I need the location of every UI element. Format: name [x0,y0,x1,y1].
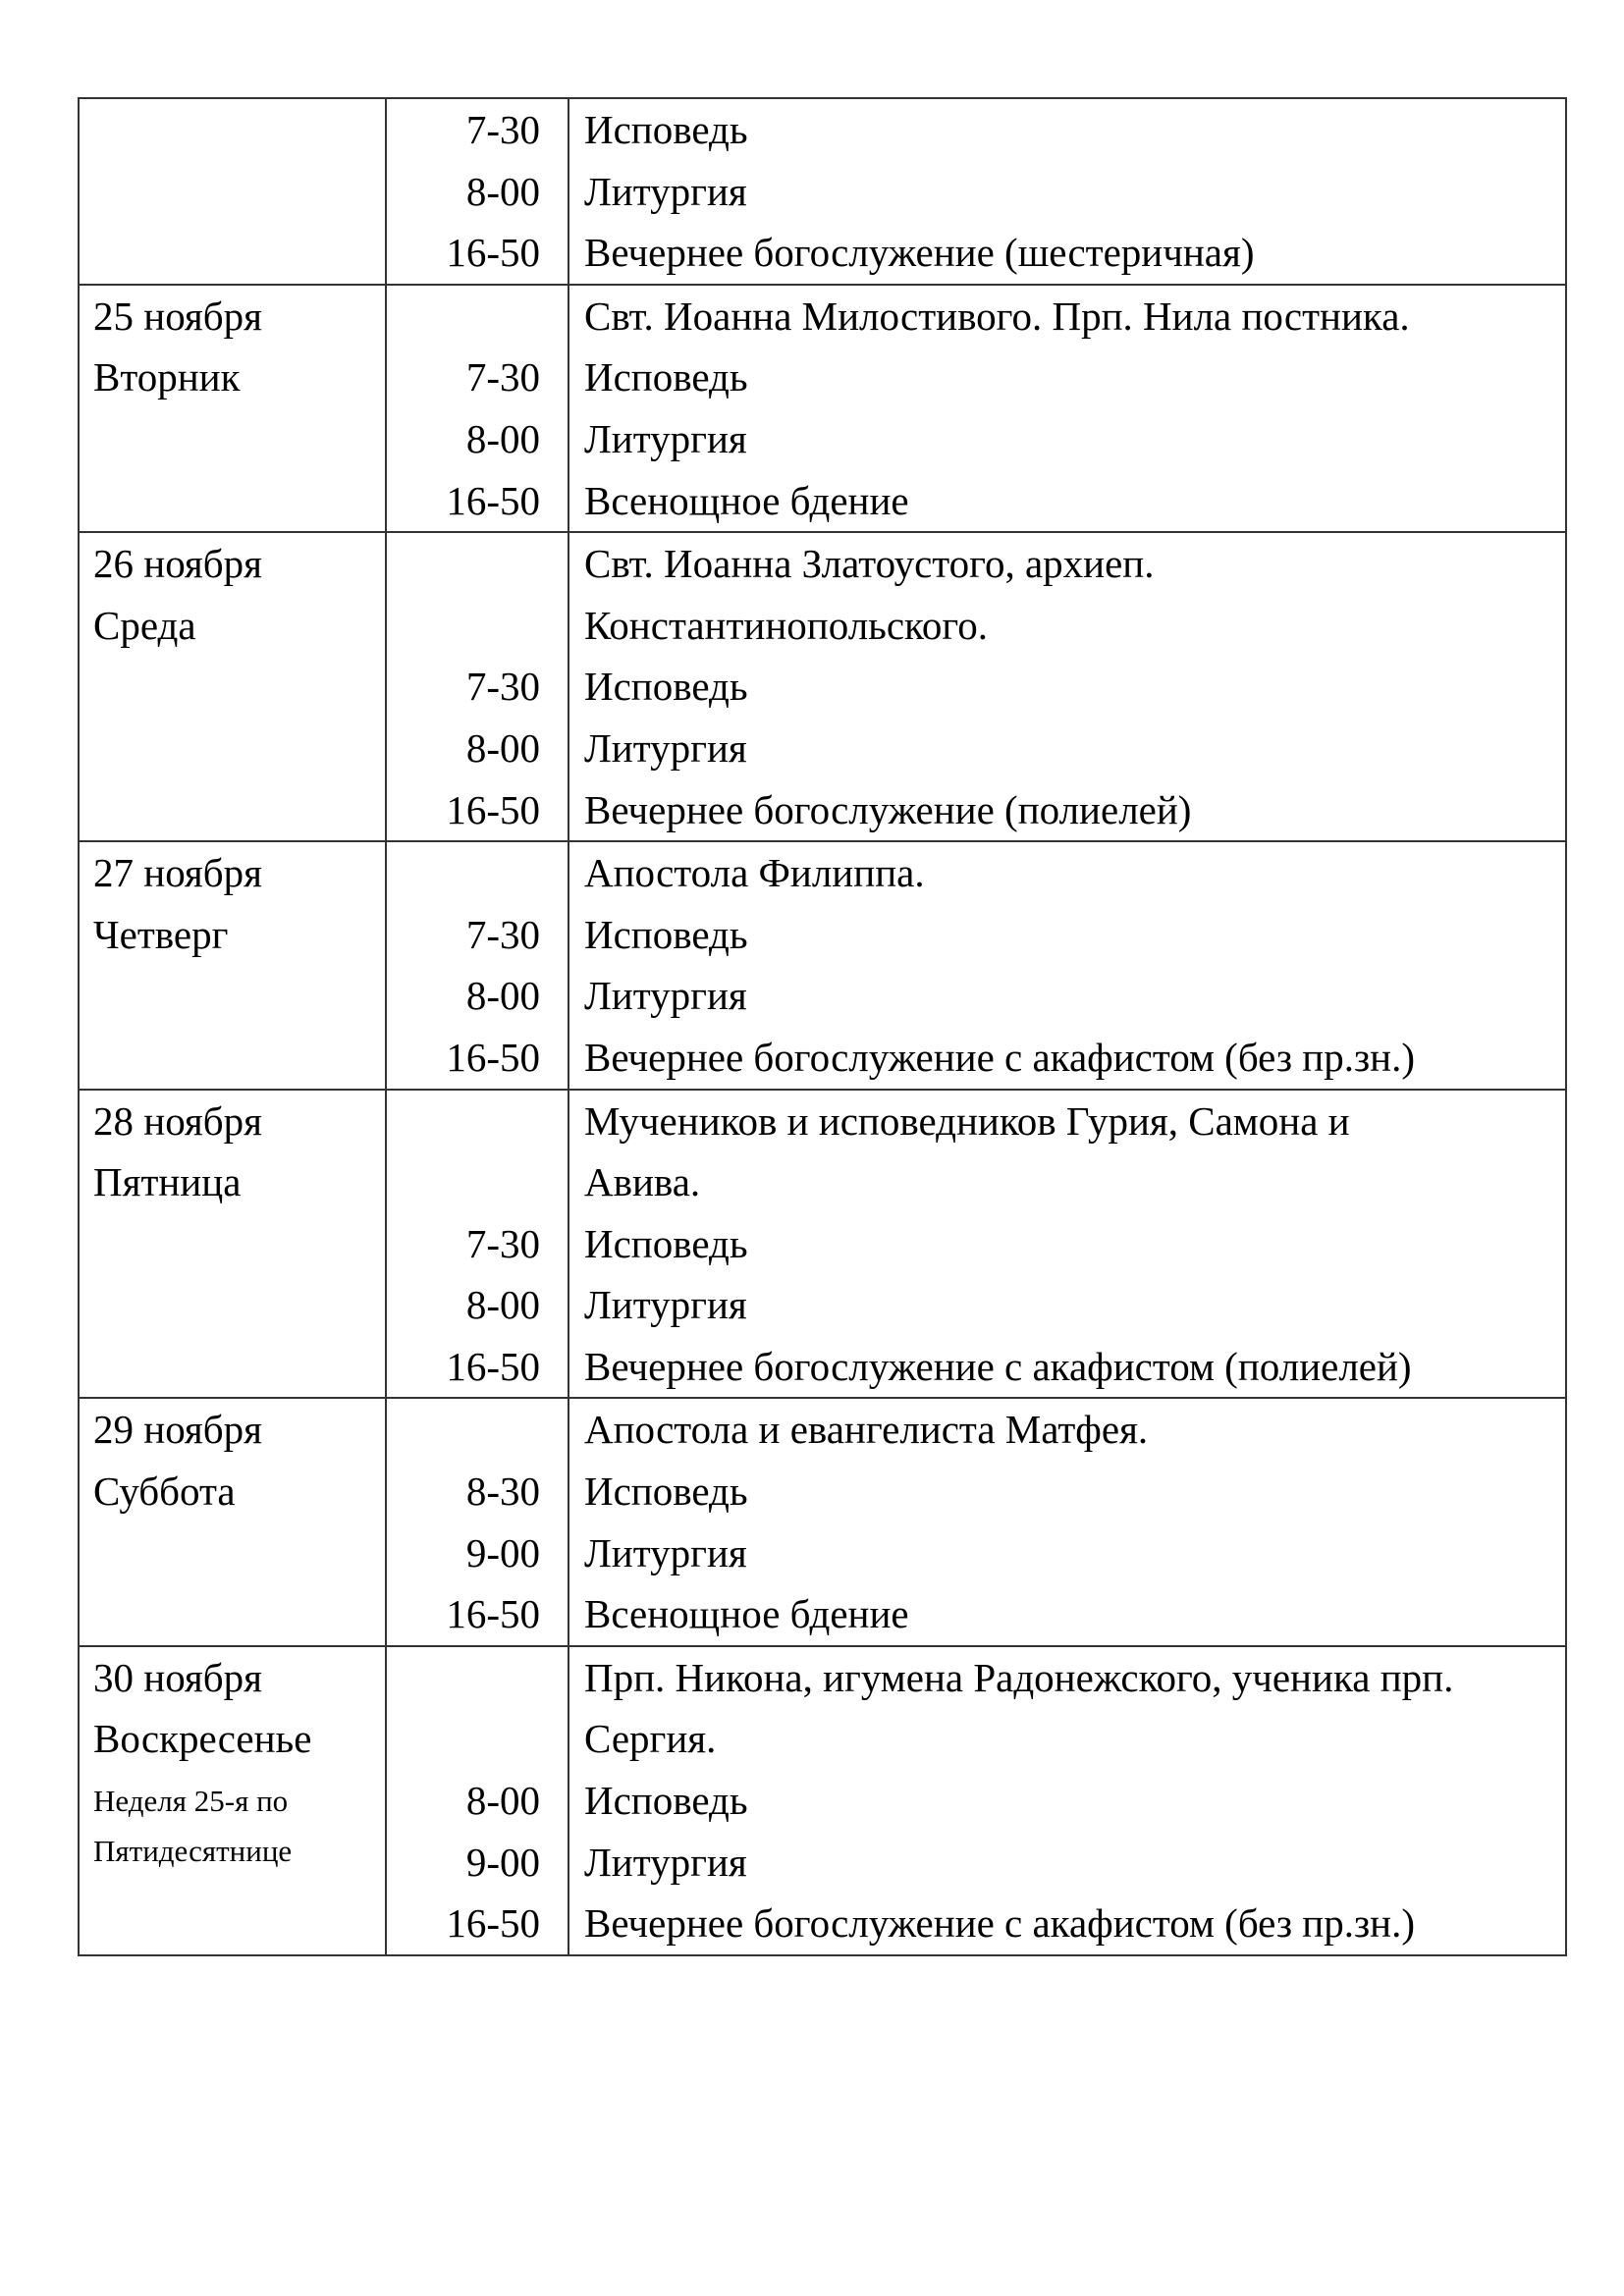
service-time: 7-30 [465,354,540,400]
date-label: 29 ноября [93,1407,262,1453]
service-time [387,286,540,347]
service-time: 7-30 [465,664,540,710]
service-description: Исповедь [584,1220,748,1266]
service-description: Константинопольского. [584,602,988,648]
date-label: 26 ноября [93,541,262,587]
day-cell [79,532,386,841]
service-description: Литургия [584,415,747,461]
service-description: Литургия [584,1839,747,1885]
date-label: 27 ноября [93,850,262,896]
service-time: 8-00 [465,415,540,461]
time-cell [386,98,568,285]
time-cell [386,841,568,1089]
time-cell [386,285,568,532]
service-time [387,533,540,595]
service-cell [568,285,1566,532]
service-description: Исповедь [584,911,748,957]
date-label: 25 ноября [93,293,262,339]
service-cell [568,841,1566,1089]
service-time [387,1091,540,1152]
schedule-row [79,841,1566,1089]
service-description: Апостола и евангелиста Матфея. [584,1407,1149,1453]
weekday-label: Пятница [93,1159,242,1205]
day-cell [79,1398,386,1645]
day-cell [79,98,386,285]
service-time: 7-30 [465,911,540,957]
weekday-label: Воскресенье [93,1716,312,1762]
date-label: 30 ноября [93,1654,262,1700]
service-time: 8-00 [465,724,540,771]
service-description: Исповедь [584,1468,748,1515]
service-time: 16-50 [446,1591,540,1637]
schedule-row [79,1090,1566,1399]
service-description: Исповедь [584,107,748,152]
service-time: 16-50 [446,1900,540,1947]
sunday-note: Неделя 25-я по [93,1784,289,1819]
service-description: Мучеников и исповедников Гурия, Самона и [584,1097,1350,1144]
service-description: Свт. Иоанна Милостивого. Прп. Нила постника. [584,293,1410,339]
time-cell [386,1090,568,1399]
service-description: Литургия [584,1529,747,1575]
day-cell [79,285,386,532]
schedule-row [79,98,1566,285]
service-time [387,842,540,904]
service-description: Вечернее богослужение (полиелей) [584,786,1192,832]
service-time: 7-30 [465,107,540,152]
service-cell [568,1646,1566,1955]
service-description: Всенощное бдение [584,1591,909,1637]
service-description: Исповедь [584,664,748,710]
weekday-label [93,161,385,223]
service-time: 16-50 [446,786,540,832]
service-time [387,1399,540,1461]
service-description: Прп. Никона, игумена Радонежского, ученика прп. [584,1654,1454,1700]
service-description: Вечернее богослужение с акафистом (без пр.зн.) [584,1900,1416,1947]
service-time: 8-00 [465,1778,540,1824]
schedule-table [78,97,1567,1956]
service-description: Сергия. [584,1716,717,1762]
service-cell [568,1090,1566,1399]
service-description: Вечернее богослужение с акафистом (полиелей) [584,1343,1412,1389]
day-cell [79,1090,386,1399]
weekday-label: Четверг [93,911,229,957]
schedule-row [79,285,1566,532]
service-time: 9-00 [465,1529,540,1575]
service-description: Всенощное бдение [584,477,909,523]
time-cell [386,532,568,841]
schedule-body [79,98,1566,1955]
service-description: Авива. [584,1159,701,1205]
service-time [387,1647,540,1709]
service-description: Литургия [584,973,747,1019]
schedule-row [79,1646,1566,1955]
schedule-row [79,532,1566,841]
service-time: 8-30 [465,1468,540,1515]
service-time: 16-50 [446,477,540,523]
weekday-label: Вторник [93,354,241,400]
weekday-label: Среда [93,602,196,648]
schedule-row [79,1398,1566,1645]
service-time: 8-00 [465,168,540,214]
sunday-note: Пятидесятнице [93,1834,293,1869]
date-label [93,99,385,161]
service-description: Свт. Иоанна Златоустого, архиеп. [584,541,1155,587]
service-description: Вечернее богослужение с акафистом (без пр.зн.) [584,1034,1416,1080]
service-time: 8-00 [465,1282,540,1328]
day-cell [79,1646,386,1955]
service-time: 8-00 [465,973,540,1019]
service-description: Литургия [584,168,747,214]
service-time: 7-30 [465,1220,540,1266]
weekday-label: Суббота [93,1468,236,1515]
time-cell [386,1398,568,1645]
service-description: Исповедь [584,1778,748,1824]
date-label: 28 ноября [93,1097,262,1144]
service-time [387,1708,540,1770]
service-description: Литургия [584,724,747,771]
service-time: 16-50 [446,1034,540,1080]
service-time: 9-00 [465,1839,540,1885]
service-time: 16-50 [446,230,540,276]
time-cell [386,1646,568,1955]
service-time [387,1151,540,1213]
day-cell [79,841,386,1089]
service-cell [568,532,1566,841]
service-description: Апостола Филиппа. [584,850,925,896]
service-cell [568,1398,1566,1645]
service-description: Исповедь [584,354,748,400]
service-description: Литургия [584,1282,747,1328]
service-time [387,595,540,657]
service-description: Вечернее богослужение (шестеричная) [584,230,1255,276]
service-time: 16-50 [446,1343,540,1389]
service-cell [568,98,1566,285]
